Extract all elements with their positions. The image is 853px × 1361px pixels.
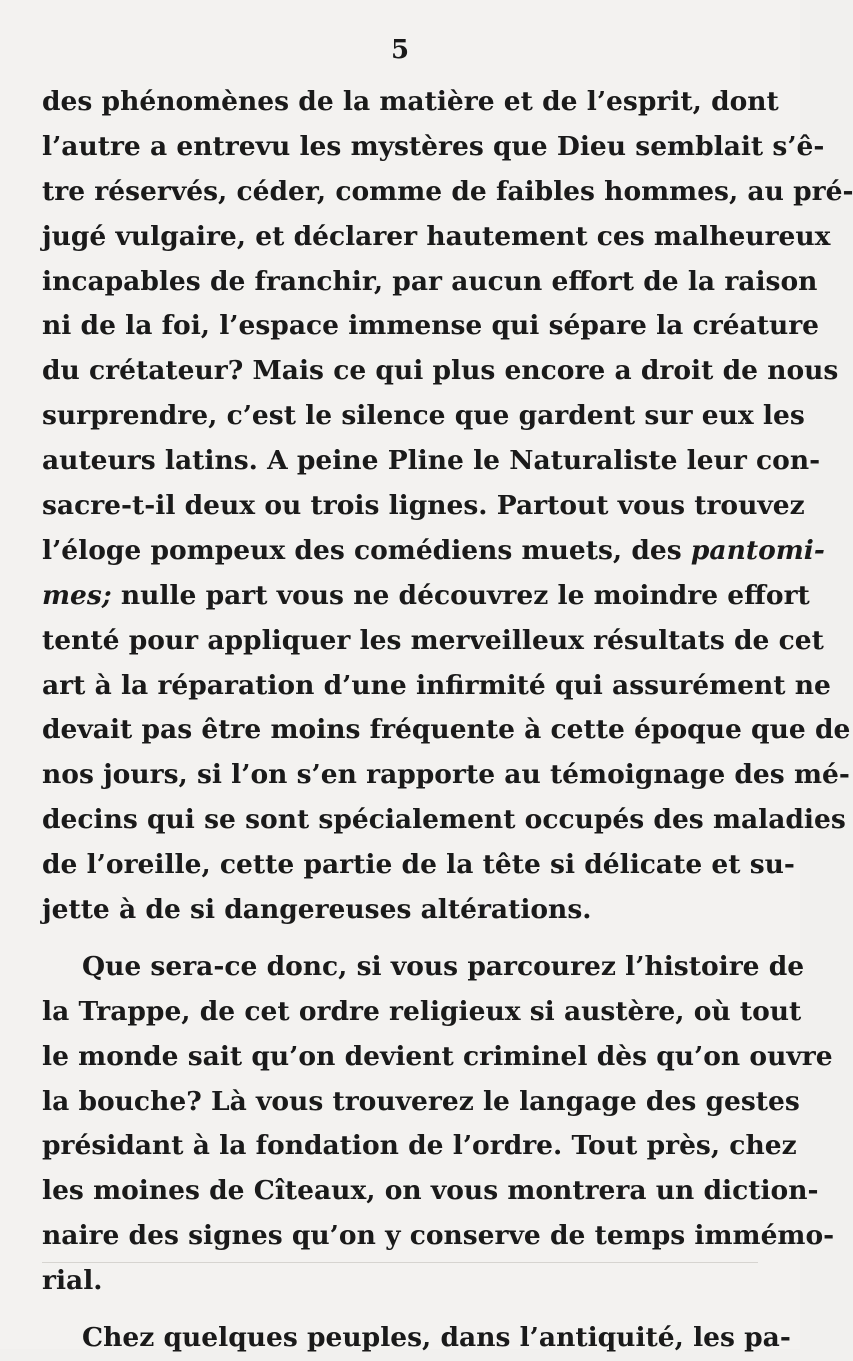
text-line: tre réservés, céder, comme de faibles hommes, au pré- xyxy=(42,175,853,207)
text-line: incapables de franchir, par aucun effort de la raison xyxy=(42,265,818,297)
paragraph xyxy=(42,1316,791,1361)
page-divider xyxy=(42,1262,758,1263)
text-line: des phénomènes de la matière et de l’esprit, dont xyxy=(42,86,779,117)
text-line: la bouche? Là vous trouverez le langage des gestes xyxy=(42,1085,800,1117)
paragraph-gap xyxy=(42,933,758,945)
text-line: Chez quelques peuples, dans l’antiquité, les pa- xyxy=(82,1322,791,1354)
text-line: sacre-t-il deux ou trois lignes. Partout vous trouvez xyxy=(42,490,805,522)
text-line: Que sera-ce donc, si vous parcourez l’histoire de xyxy=(82,950,805,982)
text-line: l’autre a entrevu les mystères que Dieu semblait s’ê- xyxy=(42,130,825,162)
paragraph-gap xyxy=(42,1304,758,1316)
text-line: rial. xyxy=(42,1265,103,1297)
page-number: 5 xyxy=(390,35,410,65)
text-line: le monde sait qu’on devient criminel dès qu’on ouvre xyxy=(42,1040,833,1072)
text-line: du crétateur? Mais ce qui plus encore a droit de nous xyxy=(42,355,839,387)
body-text xyxy=(42,80,853,1361)
paragraph xyxy=(42,945,835,1304)
text-line: surprendre, c’est le silence que gardent sur eux les xyxy=(42,400,805,432)
text-line: naire des signes qu’on y conserve de temps immémo- xyxy=(42,1220,835,1252)
text-line: mes; nulle part vous ne découvrez le moindre effort xyxy=(42,579,810,611)
text-line: devait pas être moins fréquente à cette époque que de xyxy=(42,714,851,746)
text-line: decins qui se sont spécialement occupés des maladies xyxy=(42,804,846,836)
text-line: art à la réparation d’une infirmité qui assurément ne xyxy=(42,669,831,701)
paragraph xyxy=(42,80,853,933)
text-line: l’éloge pompeux des comédiens muets, des pantomi- xyxy=(42,534,825,566)
text-line: présidant à la fondation de l’ordre. Tout près, chez xyxy=(42,1130,797,1162)
text-line: tenté pour appliquer les merveilleux résultats de cet xyxy=(42,624,824,656)
text-line: ni de la foi, l’espace immense qui sépare la créature xyxy=(42,310,820,342)
text-line: jette à de si dangereuses altérations. xyxy=(42,894,592,926)
text-line: auteurs latins. A peine Pline le Naturaliste leur con- xyxy=(42,445,821,477)
text-line: jugé vulgaire, et déclarer hautement ces malheureux xyxy=(42,220,831,252)
text-line: de l’oreille, cette partie de la tête si délicate et su- xyxy=(42,849,795,881)
text-line: les moines de Cîteaux, on vous montrera un diction- xyxy=(42,1175,819,1207)
text-line: la Trappe, de cet ordre religieux si austère, où tout xyxy=(42,995,802,1027)
text-line: nos jours, si l’on s’en rapporte au témoignage des mé- xyxy=(42,759,850,791)
